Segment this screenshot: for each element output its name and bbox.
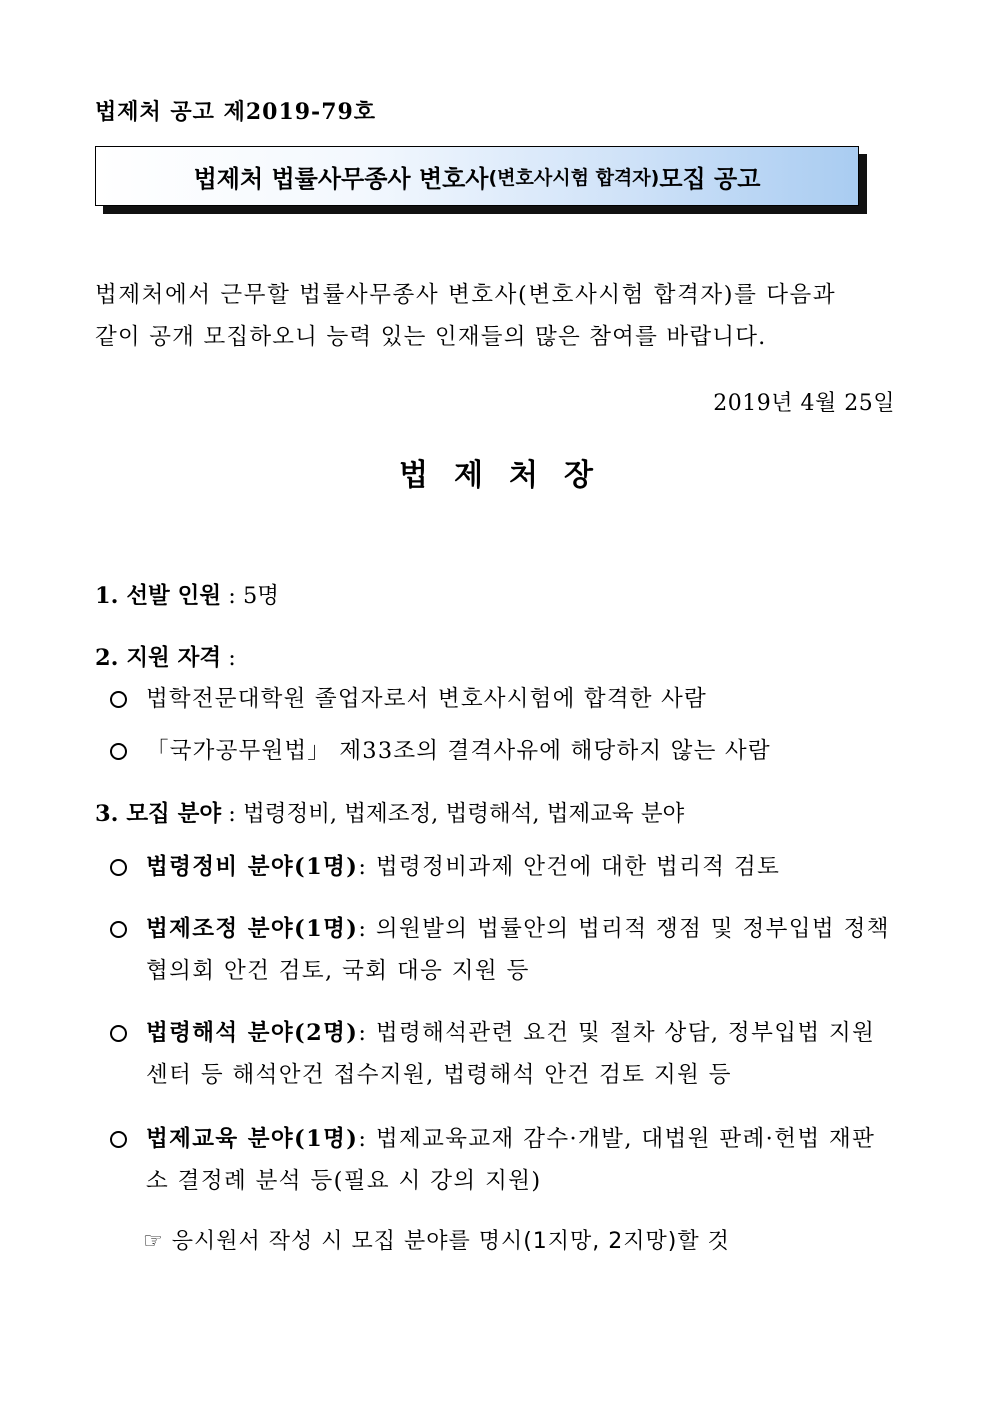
section-2-heading: 2. 지원 자격 <box>95 645 222 671</box>
section-3-heading: 3. 모집 분야 <box>95 801 222 827</box>
field-label: 법령정비 분야(1명) <box>146 854 359 880</box>
section-1-heading: 1. 선발 인원 <box>95 583 222 609</box>
field-label: 법제교육 분야(1명) <box>146 1126 359 1152</box>
qualification-text: 법학전문대학원 졸업자로서 변호사시험에 합격한 사람 <box>146 686 707 712</box>
field-desc: : 의원발의 법률안의 법리적 쟁점 및 정부입법 정책협의회 안건 검토, 국회 대응 지원 등 <box>146 916 890 984</box>
field-item <box>110 1118 900 1202</box>
intro-line-2: 같이 공개 모집하오니 능력 있는 인재들의 많은 참여를 바랍니다. <box>95 324 767 350</box>
notice-date: 2019년 4월 25일 <box>713 391 895 416</box>
field-label: 법령해석 분야(2명) <box>146 1020 359 1046</box>
title-main-prefix: 법제처 법률사무종사 변호사 <box>193 164 489 193</box>
title-paren: (변호사시험 합격자) <box>488 166 660 189</box>
title-main-suffix: 모집 공고 <box>659 164 761 193</box>
field-item <box>110 908 900 992</box>
section-qualification <box>95 640 236 672</box>
circle-bullet-icon <box>110 743 127 760</box>
field-text <box>146 1118 891 1202</box>
section-selection-count <box>95 578 279 610</box>
application-note: ☞ 응시원서 작성 시 모집 분야를 명시(1지망, 2지망)할 것 <box>143 1229 730 1254</box>
section-3-value: : 법령정비, 법제조정, 법령해석, 법제교육 분야 <box>221 801 685 827</box>
circle-bullet-icon <box>110 1131 127 1148</box>
notice-number: 법제처 공고 제2019-79호 <box>95 99 377 125</box>
notice-title <box>95 146 859 206</box>
signer: 법제처장 <box>399 458 619 493</box>
section-1-value: : 5명 <box>221 583 280 609</box>
circle-bullet-icon <box>110 691 127 708</box>
field-item <box>110 1012 900 1096</box>
section-recruit-fields <box>95 796 684 828</box>
qualification-item <box>110 678 900 720</box>
circle-bullet-icon <box>110 921 127 938</box>
field-desc: : 법령해석관련 요건 및 절차 상담, 정부입법 지원센터 등 해석안건 접수지원, 법령해석 안건 검토 지원 등 <box>146 1020 876 1088</box>
field-desc: : 법령정비과제 안건에 대한 법리적 검토 <box>358 854 781 880</box>
field-label: 법제조정 분야(1명) <box>146 916 359 942</box>
circle-bullet-icon <box>110 859 127 876</box>
field-text <box>146 846 900 888</box>
qualification-item <box>110 730 900 772</box>
section-2-value: : <box>221 645 236 671</box>
intro-paragraph <box>95 274 895 358</box>
circle-bullet-icon <box>110 1025 127 1042</box>
intro-line-1: 법제처에서 근무할 법률사무종사 변호사(변호사시험 합격자)를 다음과 <box>95 282 837 308</box>
field-desc: : 법제교육교재 감수·개발, 대법원 판례·헌법 재판소 결정례 분석 등(필요 시 강의 지원) <box>146 1126 876 1194</box>
qualification-text: 「국가공무원법」 제33조의 결격사유에 해당하지 않는 사람 <box>146 738 771 764</box>
field-text <box>146 908 896 992</box>
field-text <box>146 1012 886 1096</box>
field-item <box>110 846 900 888</box>
